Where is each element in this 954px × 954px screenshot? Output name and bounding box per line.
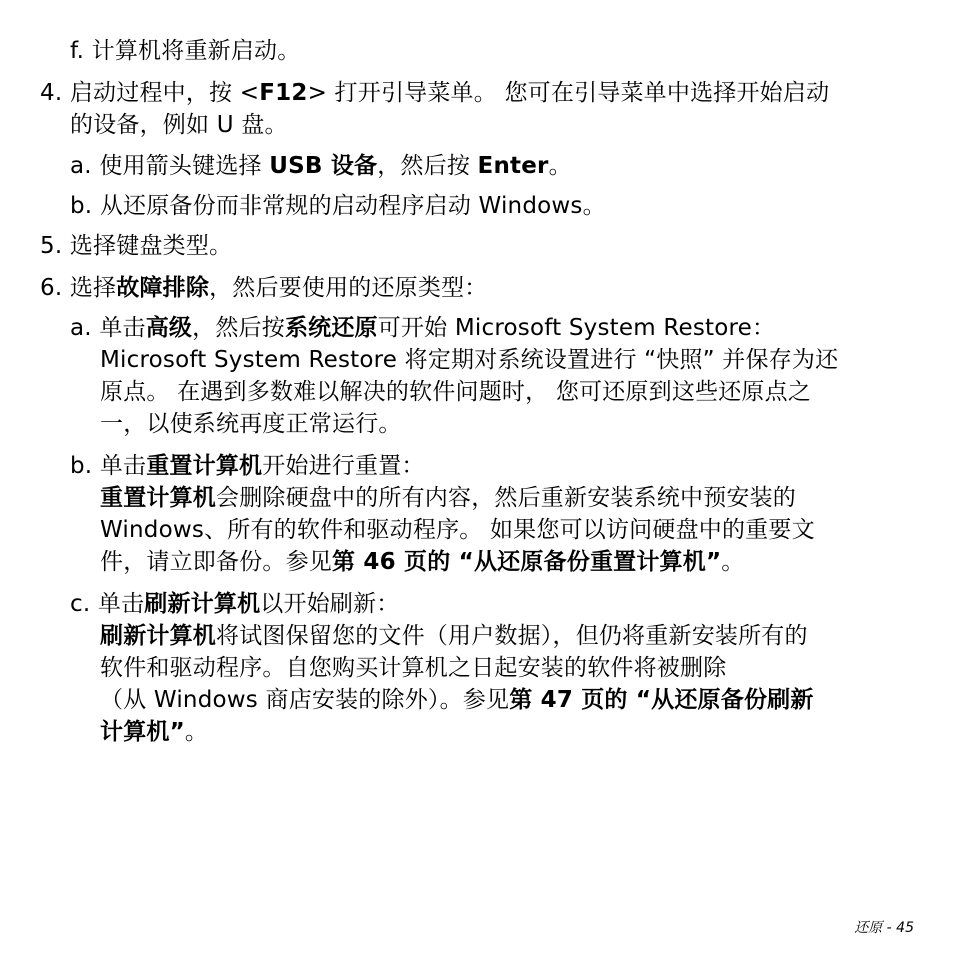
step-f: f. 计算机将重新启动。 (70, 38, 301, 64)
step-5: 5. 选择键盘类型。 (40, 233, 233, 259)
step-4-line-1: 4. 启动过程中，按 <F12> 打开引导菜单。 您可在引导菜单中选择开始启动 (40, 80, 830, 106)
step-6b-line-2: 重置计算机会删除硬盘中的所有内容，然后重新安装系统中预安装的 (100, 485, 796, 511)
step-6a-line-3: 原点。 在遇到多数难以解决的软件问题时， 您可还原到这些还原点之 (100, 379, 812, 405)
step-6c-line-3: 软件和驱动程序。自您购买计算机之日起安装的软件将被删除 (100, 655, 727, 681)
step-6b-line-3: Windows、所有的软件和驱动程序。 如果您可以访问硬盘中的重要文 (100, 517, 815, 543)
step-6a-line-4: 一，以使系统再度正常运行。 (100, 411, 402, 437)
step-6c-line-2: 刷新计算机将试图保留您的文件（用户数据），但仍将重新安装所有的 (100, 623, 808, 649)
footer-page-number: 45 (896, 920, 914, 936)
step-4-line-2: 的设备，例如 U 盘。 (70, 112, 288, 138)
cross-reference-page-47[interactable]: 第 47 页的 “从还原备份刷新 (509, 687, 814, 713)
page-footer (854, 918, 914, 938)
cross-reference-page-46[interactable]: 第 46 页的 “从还原备份重置计算机” (332, 549, 722, 575)
step-6a-line-1: a. 单击高级，然后按系统还原可开始 Microsoft System Restore： (70, 315, 776, 341)
step-4a: a. 使用箭头键选择 USB 设备，然后按 Enter。 (70, 153, 572, 179)
step-6b-line-1: b. 单击重置计算机开始进行重置： (70, 453, 425, 479)
step-6a-line-2: Microsoft System Restore 将定期对系统设置进行 “快照” 并保存为还 (100, 347, 839, 373)
key-f12: F12 (259, 80, 308, 106)
step-6: 6. 选择故障排除，然后要使用的还原类型： (40, 275, 488, 301)
step-6c-line-4: （从 Windows 商店安装的除外）。参见第 47 页的 “从还原备份刷新 (100, 687, 814, 713)
step-6b-line-4: 件，请立即备份。参见第 46 页的 “从还原备份重置计算机”。 (100, 549, 745, 575)
step-4b: b. 从还原备份而非常规的启动程序启动 Windows。 (70, 193, 606, 219)
step-6c-line-1: c. 单击刷新计算机以开始刷新： (70, 591, 400, 617)
step-6c-line-5: 计算机”。 (100, 719, 209, 745)
footer-section: 还原 - (854, 920, 892, 936)
cross-reference-page-47-continued[interactable]: 计算机” (100, 719, 185, 745)
